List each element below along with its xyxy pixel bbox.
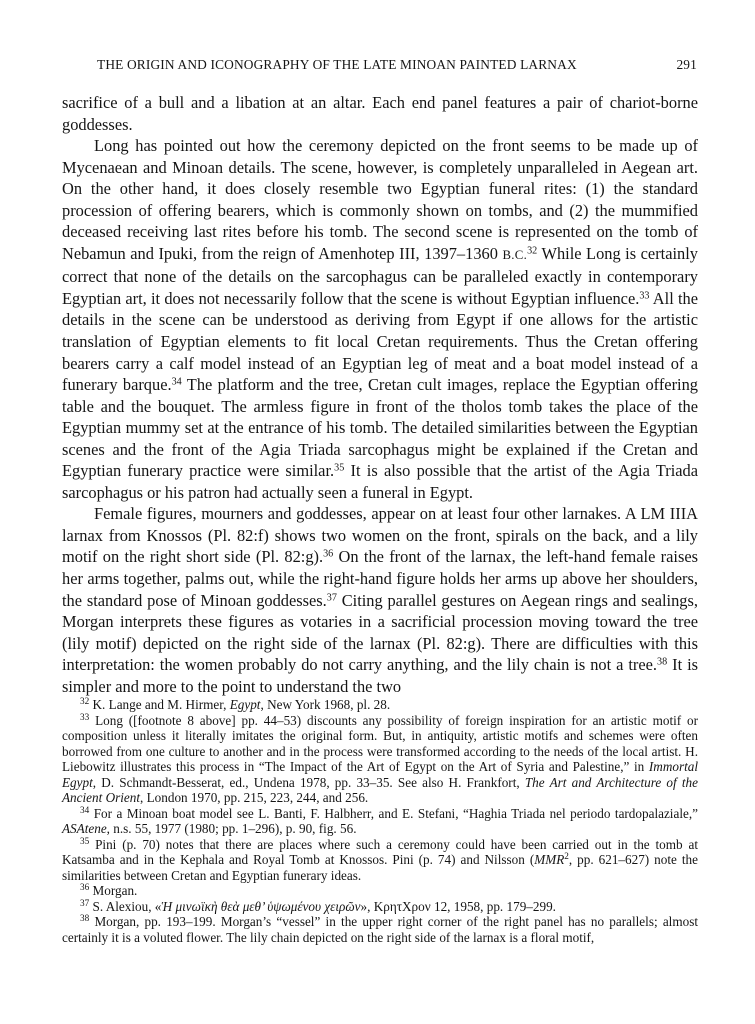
footnote-32: $^{32}$ K. Lange and M. Hirmer, Egypt, New York 1968, pl. 28. <box>80 695 391 712</box>
page-number: 291 <box>676 57 697 72</box>
footnote-33: $^{33}$ Long ([footnote 8 above] pp. 44–53) discounts any possibility of foreign inspiration for an artistic motif or composition unless it literally imitates the original form. But, in antiquity, artistic motifs and schemes were often borrowed from one culture to another and in the process were transformed according to the needs of the local artist. H. Liebowitz illustrates this process in “The Impact of the Art of Egypt on the Art of Syria and Palestine,” in Immortal Egypt, D. Schmandt-Besserat, ed., Undena 1978, pp. 33–35. See also H. Frankfort, The Art and Architecture of the Ancient Orient, London 1970, pp. 215, 223, 244, and 256. <box>62 711 698 805</box>
footnote-ref-33[interactable]: 33 <box>639 290 650 302</box>
greek-title: Ἡ μινωϊκὴ θεὰ μεθ’ ὑψωμένου χειρῶν <box>161 898 361 914</box>
footnote-35: $^{35}$ Pini (p. 70) notes that there are places where such a ceremony could have been carried out in the tomb at Katsamba and in the Kephala and Royal Tomb at Knossos. Pini (p. 74) and Nilsson (MMR$^2$, pp. 621–627) note the similarities between Cretan and Egyptian funerary ideas. <box>62 835 698 883</box>
footnote-36: $^{36}$ Morgan. <box>80 881 138 898</box>
footnote-ref-37[interactable]: 37 <box>326 592 337 603</box>
footnote-ref-32[interactable]: 32 <box>527 245 538 257</box>
footnote-ref-34[interactable]: 34 <box>171 376 182 388</box>
running-header <box>97 57 697 73</box>
footnote-ref-36[interactable]: 36 <box>323 548 334 560</box>
bc-abbrev: B.C. <box>502 247 528 262</box>
footnote-ref-38[interactable]: 38 <box>657 656 668 668</box>
paragraph-2: Long has pointed out how the ceremony depicted on the front seems to be made up of Mycenaean and Minoan details. The scene, however, is completely unparalleled in Aegean art. On the other hand, it does closely resemble two Egyptian funeral rites: (1) the standard procession of offering bearers, which is commonly shown on tombs, and (2) the mummified deceased receiving last rites before his tomb. The second scene is represented on the tomb of Nebamun and Ipuki, from the reign of Amenhotep III, 1397–1360 B.C.$^{32}$ While Long is certainly correct that none of the details on the sarcophagus can be paralleled exactly in contemporary Egyptian art, it does not necessarily follow that the scene is without Egyptian influence.$^{33}$ All the details in the scene can be understood as deriving from Egypt if one allows for the artistic translation of Egyptian elements to fit local Cretan requirements. Thus the Cretan offering bearers carry a calf model instead of an Egyptian leg of meat and a boat model instead of a funerary barque.$^{34}$ The platform and the tree, Cretan cult images, replace the Egyptian offering table and the bouquet. The armless figure in front of the tholos tomb takes the place of the Egyptian mummy set at the entrance of his tomb. The detailed similarities between the Egyptian scenes and the front of the Agia Triada sarcophagus might be explained if the Cretan and Egyptian funerary practice were similar.$^{35}$ It is also possible that the artist of the Agia Triada sarcophagus or his patron had actually seen a funeral in Egypt. <box>62 136 698 502</box>
main-text <box>62 92 698 697</box>
footnotes <box>62 697 698 945</box>
footnote-34: $^{34}$ For a Minoan boat model see L. Banti, F. Halbherr, and E. Stefani, “Haghia Triada nel periodo tardopalaziale,” ASAtene, n.s. 55, 1977 (1980; pp. 1–296), p. 90, fig. 56. <box>62 804 698 836</box>
paragraph-1: sacrifice of a bull and a libation at an altar. Each end panel features a pair of chariot-borne goddesses. <box>62 93 698 134</box>
paragraph-3: Female figures, mourners and goddesses, appear on at least four other larnakes. A LM IIIA larnax from Knossos (Pl. 82:f) shows two women on the front, spirals on the back, and a lily motif on the right short side (Pl. 82:g).$^{36}$ On the front of the larnax, the left-hand female raises her arms together, palms out, while the right-hand figure holds her arms up above her shoulders, the standard pose of Minoan goddesses.$^{37}$ Citing parallel gestures on Aegean rings and sealings, Morgan interprets these figures as votaries in a sacrificial procession moving toward the tree (lily motif) depicted on the right side of the larnax (Pl. 82:g). There are difficulties with this interpretation: the women probably do not carry anything, and the lily chain is not a tree.$^{38}$ It is simpler and more to the point to understand the two <box>62 504 699 696</box>
footnote-ref-35[interactable]: 35 <box>334 462 345 474</box>
running-title: THE ORIGIN AND ICONOGRAPHY OF THE LATE MINOAN PAINTED LARNAX <box>97 57 577 72</box>
journal-name: ΚρητΧρον <box>373 898 431 914</box>
footnote-37: $^{37}$ S. Alexiou, «Ἡ μινωϊκὴ θεὰ μεθ’ ὑψωμένου χειρῶν», ΚρητΧρον 12, 1958, pp. 179–299. <box>80 897 556 914</box>
footnote-38: $^{38}$ Morgan, pp. 193–199. Morgan’s “vessel” in the upper right corner of the right panel has no parallels; almost certainly it is a voluted flower. The lily chain depicted on the right side of the larnax is a floral motif, <box>62 912 698 945</box>
